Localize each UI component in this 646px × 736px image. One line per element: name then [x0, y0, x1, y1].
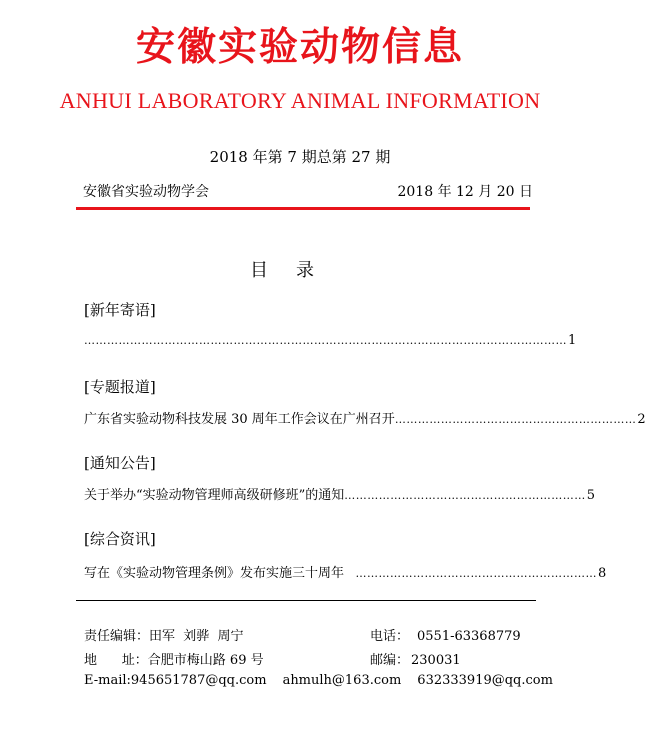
editors-names: 田军 刘骅 周宁 [149, 629, 244, 644]
toc-entry-page: 1 [568, 333, 577, 348]
toc-entry-title: 关于举办“实验动物管理师高级研修班”的通知 [84, 488, 345, 503]
toc-leader-dots: ……………………………………………………………………………………………………………… [84, 334, 567, 347]
zip-code: 230031 [411, 653, 461, 668]
email-address[interactable]: ahmulh@163.com [282, 673, 402, 688]
phone-number: 0551-63368779 [417, 629, 521, 644]
toc-leader-dots: ……………………………………………………… [344, 489, 586, 502]
toc-entry[interactable] [84, 484, 596, 503]
toc-entry-title: 广东省实验动物科技发展 30 周年工作会议在广州召开 [84, 412, 395, 427]
phone-label: 电话： [370, 629, 410, 644]
publisher-org: 安徽省实验动物学会 [83, 184, 209, 200]
publish-date: 2018 年 12 月 20 日 [397, 184, 533, 200]
editors-line [84, 625, 244, 644]
journal-title-en: ANHUI LABORATORY ANIMAL INFORMATION [59, 88, 541, 113]
toc-title: 目录 [250, 260, 342, 281]
toc-entry-page: 2 [637, 412, 646, 427]
email-label: E-mail: [84, 673, 131, 688]
toc-leader-dots: ……………………………………………………… [344, 567, 598, 580]
email-address[interactable]: 632333919@qq.com [417, 673, 553, 688]
journal-title-cn: 安徽实验动物信息 [135, 25, 464, 70]
footer-divider [76, 600, 536, 601]
toc-entry[interactable] [84, 408, 646, 427]
zip-label: 邮编： [370, 653, 410, 668]
toc-entry-page: 8 [598, 566, 607, 581]
editors-label: 责任编辑： [84, 629, 150, 644]
toc-section-heading: [通知公告] [84, 454, 156, 472]
address-line [84, 649, 264, 668]
toc-leader-dots: ……………………………………………………… [394, 413, 637, 426]
toc-entry[interactable] [84, 333, 577, 348]
toc-entry[interactable] [84, 562, 607, 581]
toc-entry-page: 5 [586, 488, 596, 503]
email-line [84, 673, 553, 688]
toc-section-heading: [新年寄语] [84, 301, 156, 319]
toc-entry-title: 写在《实验动物管理条例》发布实施三十周年 [84, 566, 345, 581]
toc-section-heading: [综合资讯] [84, 530, 156, 548]
issue-number: 2018 年第 7 期总第 27 期 [209, 148, 391, 166]
toc-section-heading: [专题报道] [84, 378, 156, 396]
address-value: 合肥市梅山路 69 号 [147, 653, 264, 668]
header-divider [76, 207, 530, 210]
address-label: 地 址： [84, 653, 148, 668]
phone-line [370, 625, 521, 644]
email-address[interactable]: 945651787@qq.com [130, 673, 267, 688]
zip-line [370, 649, 461, 668]
